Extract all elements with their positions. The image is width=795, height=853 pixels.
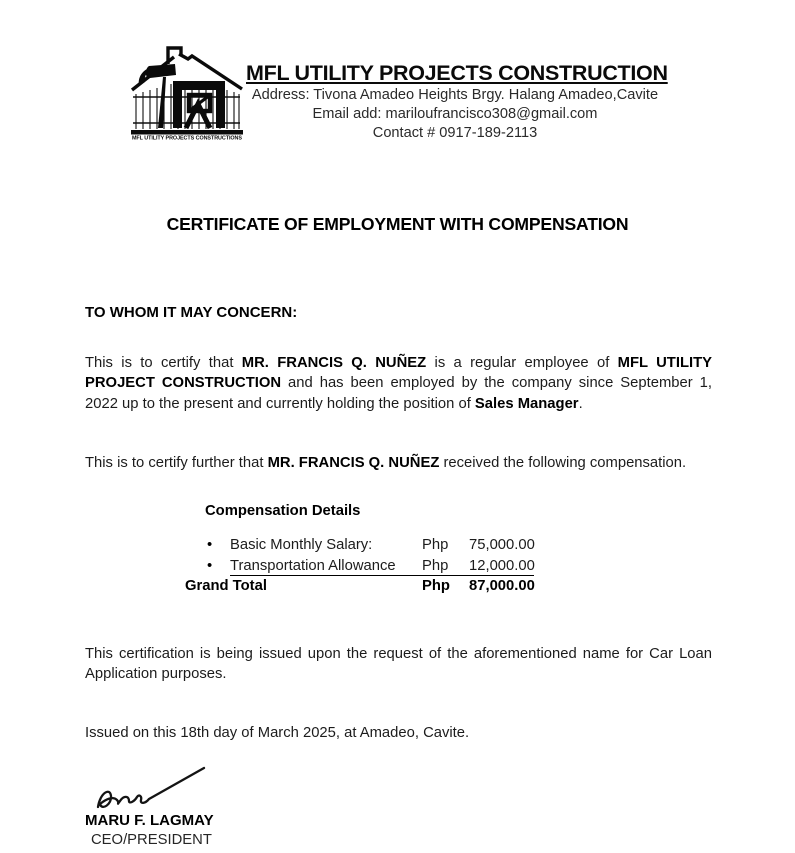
compensation-heading: Compensation Details [205, 503, 361, 519]
text-segment: This is to certify further that [85, 455, 268, 471]
company-address: Address: Tivona Amadeo Heights Brgy. Halang Amadeo,Cavite [251, 87, 659, 103]
company-name-bold: MFL UTILITY PROJECT CONSTRUCTION [85, 355, 713, 392]
logo-banner-text: MFL UTILITY PROJECTS CONSTRUCTIONS [132, 135, 242, 140]
signatory-position: CEO/PRESIDENT [91, 832, 212, 848]
text-segment: received the following compensation. [439, 455, 687, 471]
letterhead [246, 60, 668, 143]
bullet-icon: • [207, 537, 213, 553]
compensation-label: Basic Monthly Salary: [230, 537, 373, 553]
currency-label: Php [422, 578, 450, 595]
house-hammer-logo-icon [129, 44, 245, 140]
amount-value: 12,000.00 [469, 557, 535, 574]
logo-base-bar [131, 130, 243, 135]
company-name: MFL UTILITY PROJECTS CONSTRUCTION [246, 61, 668, 85]
paragraph-compensation-intro [85, 453, 712, 473]
salutation: TO WHOM IT MAY CONCERN: [85, 304, 298, 321]
grand-total-row [185, 576, 534, 597]
grand-total-label: Grand Total [185, 578, 267, 595]
bullet-icon: • [207, 557, 213, 574]
text-segment: . [578, 395, 583, 412]
employee-name-bold: MR. FRANCIS Q. NUÑEZ [267, 455, 440, 471]
text-segment: is a regular employee of [426, 355, 618, 371]
text-segment: and has been employed by the company since September 1, 2022 up to the present and currently holding the position of [85, 375, 712, 412]
table-row [185, 556, 534, 577]
company-email: Email add: mariloufrancisco308@gmail.com [312, 106, 598, 122]
currency-label: Php [422, 537, 449, 553]
document-title: CERTIFICATE OF EMPLOYMENT WITH COMPENSATION [166, 214, 629, 234]
text-segment: This is to certify that [85, 355, 242, 371]
employee-name-bold: MR. FRANCIS Q. NUÑEZ [241, 355, 427, 371]
amount-value: 75,000.00 [469, 537, 535, 553]
paragraph-employment [85, 353, 712, 414]
table-row [185, 535, 534, 556]
signatory-name: MARU F. LAGMAY [85, 812, 214, 829]
company-contact: Contact # 0917-189-2113 [372, 125, 538, 141]
handwritten-signature-icon [82, 763, 222, 815]
compensation-table [185, 535, 534, 597]
paragraph-purpose: This certification is being issued upon the request of the aforementioned name for Car Loan Application purposes. [85, 646, 712, 683]
paragraph-issue-date: Issued on this 18th day of March 2025, at Amadeo, Cavite. [85, 725, 470, 741]
company-logo [129, 44, 245, 145]
grand-total-amount: 87,000.00 [469, 578, 535, 595]
job-position-bold: Sales Manager [474, 395, 579, 412]
compensation-label: Transportation Allowance [230, 557, 396, 574]
currency-label: Php [422, 557, 449, 574]
